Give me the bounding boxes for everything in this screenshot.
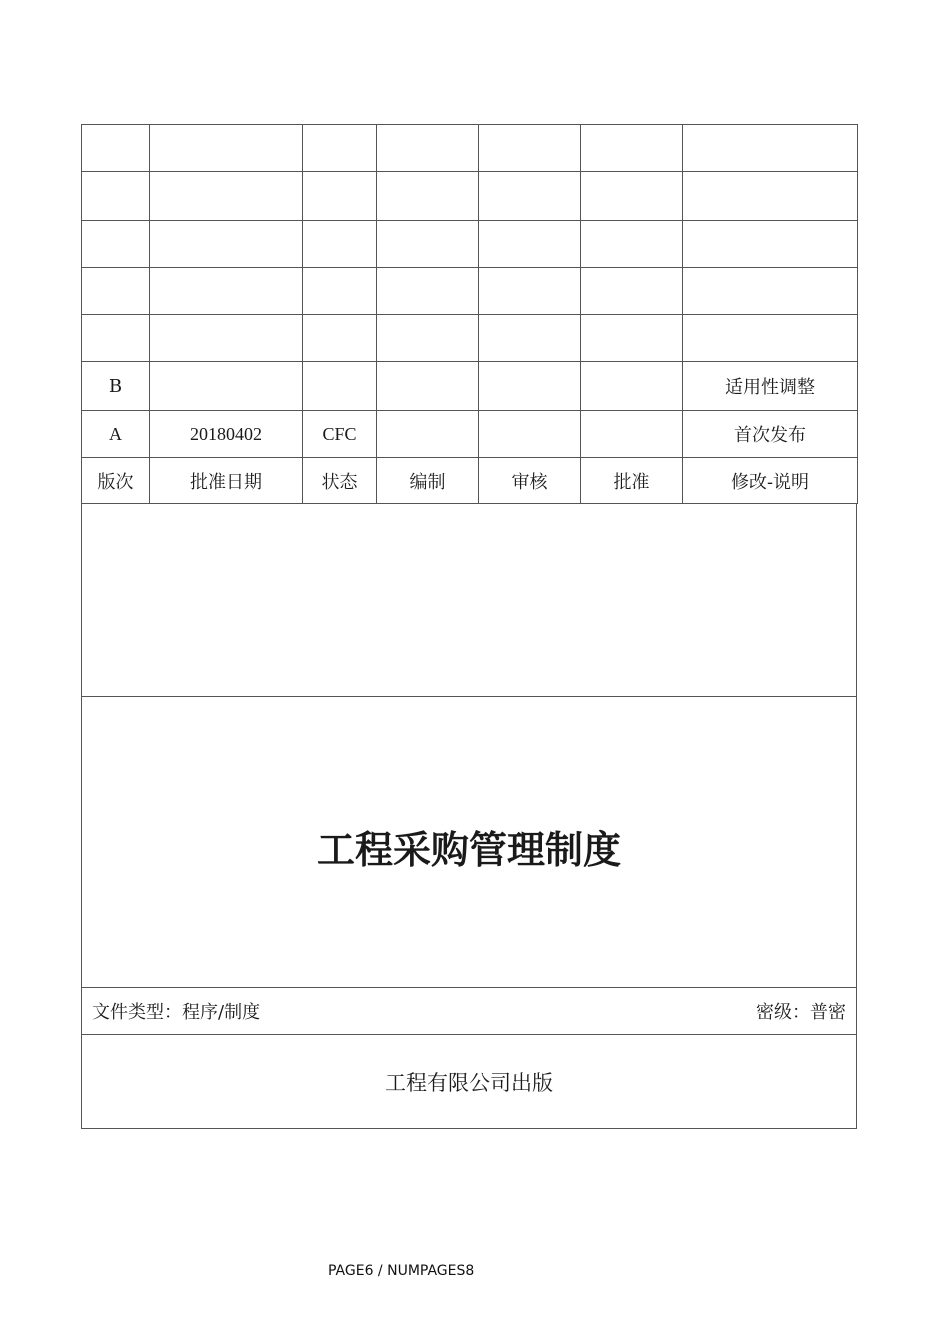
meta-section (82, 988, 856, 1035)
page-number-footer: PAGE6 / NUMPAGES8 (328, 1263, 475, 1279)
cell-approval-date (150, 268, 303, 315)
cell-approved-by (581, 362, 683, 411)
cell-approval-date (150, 172, 303, 221)
blank-section (82, 503, 856, 697)
cell-approved-by (581, 315, 683, 362)
cell-reviewed-by (479, 172, 581, 221)
cell-change-note: 适用性调整 (683, 362, 858, 411)
cell-status (303, 315, 377, 362)
cell-approval-date (150, 125, 303, 172)
revision-row (82, 125, 858, 172)
cell-change-note (683, 125, 858, 172)
header-version: 版次 (82, 458, 150, 504)
header-status: 状态 (303, 458, 377, 504)
cell-reviewed-by (479, 315, 581, 362)
cell-reviewed-by (479, 411, 581, 458)
header-change-note: 修改-说明 (683, 458, 858, 504)
revision-row (82, 172, 858, 221)
revision-row (82, 268, 858, 315)
cell-approved-by (581, 172, 683, 221)
cell-version (82, 221, 150, 268)
revision-row (82, 221, 858, 268)
cell-version (82, 125, 150, 172)
cell-approved-by (581, 411, 683, 458)
security-level-label: 密级：普密 (756, 1002, 846, 1023)
cell-version (82, 172, 150, 221)
revision-header-row (82, 458, 858, 504)
cell-status (303, 362, 377, 411)
cell-change-note (683, 172, 858, 221)
cell-status (303, 125, 377, 172)
cell-change-note: 首次发布 (683, 411, 858, 458)
cell-prepared-by (377, 315, 479, 362)
cell-change-note (683, 221, 858, 268)
cell-version (82, 268, 150, 315)
cell-status: CFC (303, 411, 377, 458)
cell-approval-date (150, 315, 303, 362)
cell-reviewed-by (479, 221, 581, 268)
document-info-box (81, 503, 857, 1129)
cell-status (303, 221, 377, 268)
header-approval-date: 批准日期 (150, 458, 303, 504)
revision-table (81, 124, 858, 504)
cell-status (303, 268, 377, 315)
cell-reviewed-by (479, 125, 581, 172)
title-section (82, 697, 856, 988)
cell-approval-date (150, 362, 303, 411)
header-approved-by: 批准 (581, 458, 683, 504)
cell-status (303, 172, 377, 221)
cell-prepared-by (377, 362, 479, 411)
cell-change-note (683, 315, 858, 362)
cell-reviewed-by (479, 268, 581, 315)
publisher-label: 工程有限公司出版 (385, 1071, 553, 1095)
revision-row (82, 362, 858, 411)
cell-version: A (82, 411, 150, 458)
cell-prepared-by (377, 411, 479, 458)
cell-prepared-by (377, 221, 479, 268)
cell-prepared-by (377, 268, 479, 315)
cell-approval-date (150, 221, 303, 268)
cell-approved-by (581, 221, 683, 268)
header-prepared-by: 编制 (377, 458, 479, 504)
file-type-label: 文件类型：程序/制度 (92, 1002, 261, 1023)
publisher-section (82, 1035, 856, 1129)
cell-approved-by (581, 125, 683, 172)
cell-reviewed-by (479, 362, 581, 411)
cell-prepared-by (377, 172, 479, 221)
cell-change-note (683, 268, 858, 315)
revision-row (82, 315, 858, 362)
cell-prepared-by (377, 125, 479, 172)
revision-row (82, 411, 858, 458)
cell-version: B (82, 362, 150, 411)
cell-approval-date: 20180402 (150, 411, 303, 458)
document-title: 工程采购管理制度 (316, 827, 621, 872)
cell-version (82, 315, 150, 362)
cell-approved-by (581, 268, 683, 315)
header-reviewed-by: 审核 (479, 458, 581, 504)
